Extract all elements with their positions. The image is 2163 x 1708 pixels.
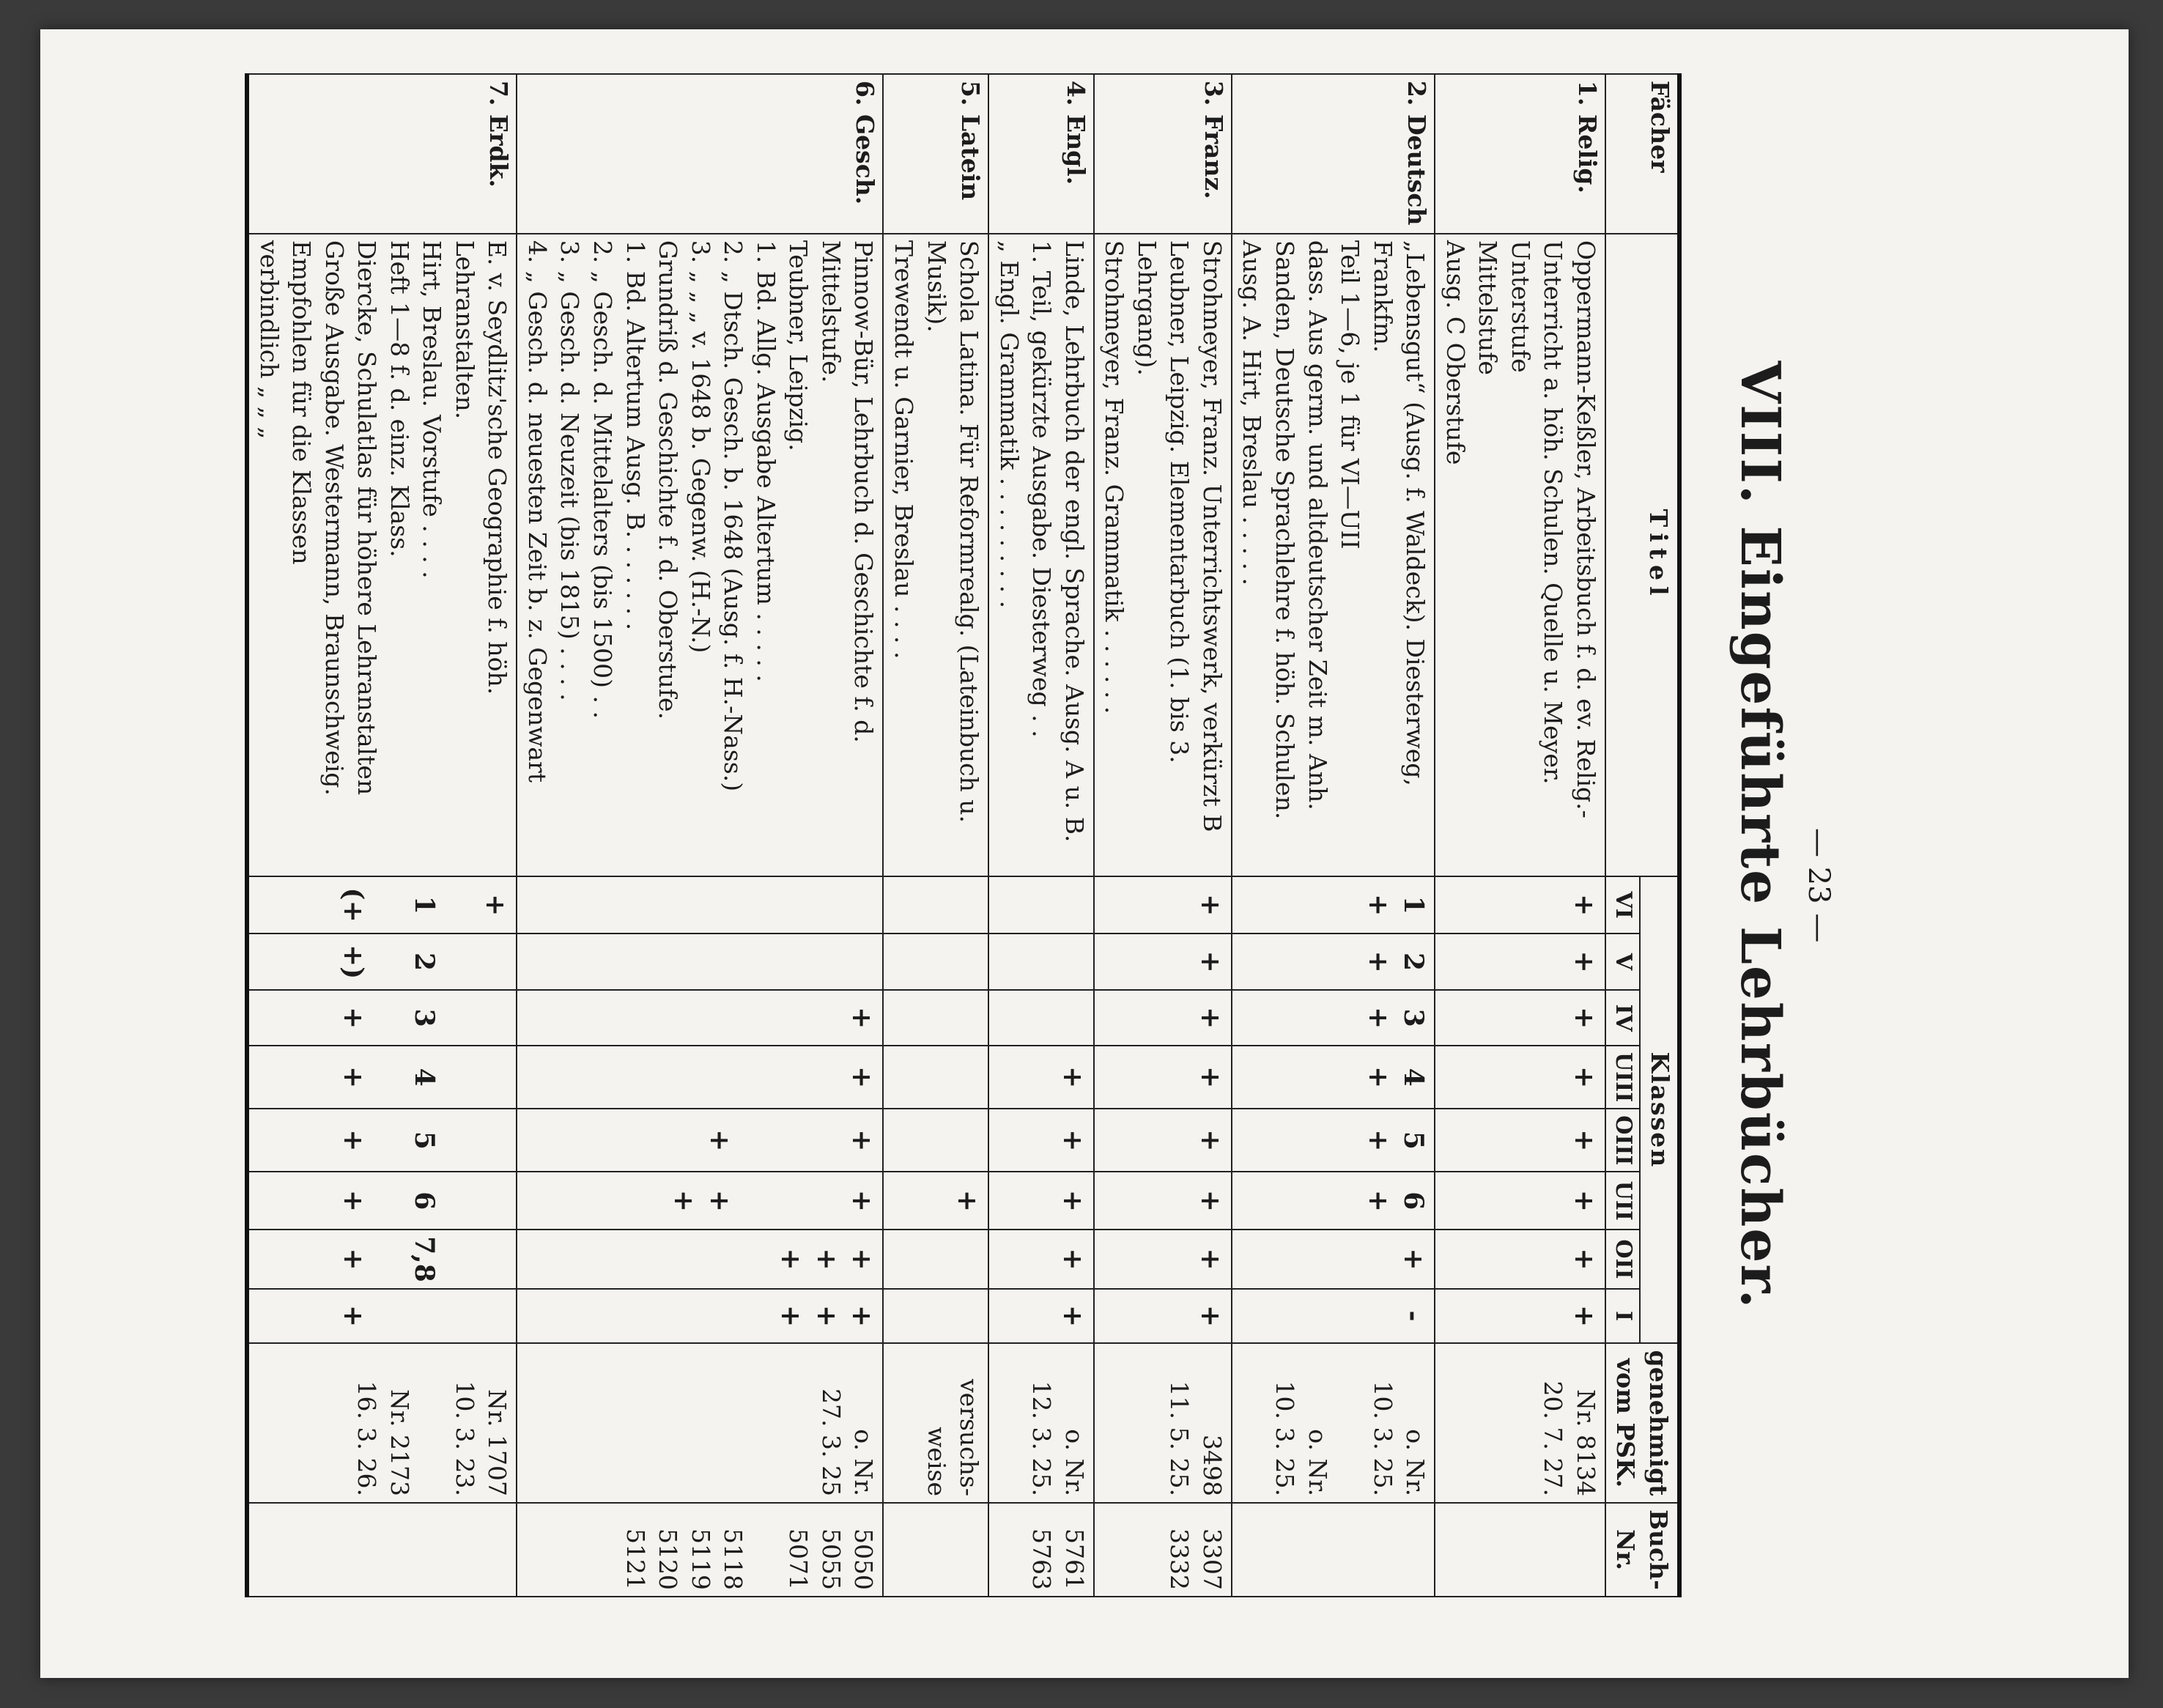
table-row-deutsch xyxy=(1232,74,1435,1597)
genehmigt-cell: o. Nr. 10. 3. 25. o. Nr. 10. 3. 25. xyxy=(1232,1343,1435,1503)
class-cell-iv: + xyxy=(1435,990,1605,1046)
genehmigt-cell: o. Nr. 27. 3. 25 xyxy=(517,1343,883,1503)
class-cell-i xyxy=(883,1289,988,1343)
subject-cell: 3. Franz. xyxy=(1094,74,1232,234)
class-cell-iv xyxy=(883,990,988,1046)
class-cell-oii xyxy=(883,1230,988,1289)
class-cell-oii: + xyxy=(1094,1230,1232,1289)
header-faecher: Fächer xyxy=(1605,74,1679,234)
class-cell-uii: 6 + xyxy=(1232,1172,1435,1230)
class-cell-vi xyxy=(517,876,883,933)
class-cell-uii: + xyxy=(988,1172,1094,1230)
genehmigt-cell: 3498 11. 5. 25. xyxy=(1094,1343,1232,1503)
subject-cell: 1. Relig. xyxy=(1435,74,1605,234)
class-cell-oiii xyxy=(883,1109,988,1172)
header-class-v: V xyxy=(1605,934,1640,990)
class-cell-vi: + xyxy=(1435,876,1605,933)
page-number: — 23 — xyxy=(1802,828,1835,943)
class-cell-oiii: 5 + xyxy=(1232,1109,1435,1172)
scanned-sheet xyxy=(40,29,2129,1678)
subject-cell: 5. Latein xyxy=(883,74,988,234)
header-class-oii: OII xyxy=(1605,1230,1640,1289)
class-cell-oii: + xyxy=(1232,1230,1435,1289)
title-cell: „Lebensgut“ (Ausg. f. Waldeck). Diesterweg, Frankfm. Teil 1—6, je 1 für VI—UII dass. Aus germ. und altdeutscher Zeit m. Anh. Sanden, Deutsche Sprachlehre f. höh. Schulen. Ausg. A. Hirt, Breslau . . . . . xyxy=(1232,234,1435,877)
class-cell-oii: + xyxy=(988,1230,1094,1289)
class-cell-vi: + xyxy=(1094,876,1232,933)
class-cell-uiii: + xyxy=(517,1046,883,1109)
buch-nr-cell xyxy=(1435,1503,1605,1597)
table-row-franz xyxy=(1094,74,1232,1597)
class-cell-oii: 7,8 + xyxy=(247,1230,517,1289)
title-cell: Strohmeyer, Franz. Unterrichtswerk, verkürzt B Leubner, Leipzig. Elementarbuch (1. bis 3. Lehrgang). Strohmeyer, Franz. Grammatik . . . . . . xyxy=(1094,234,1232,877)
title-cell: Schola Latina. Für Reformrealg. (Lateinbuch u. Musik). Trewendt u. Garnier, Breslau . . . . xyxy=(883,234,988,877)
subject-cell: 6. Gesch. xyxy=(517,74,883,234)
header-class-iv: IV xyxy=(1605,990,1640,1046)
class-cell-vi: 1 + xyxy=(1232,876,1435,933)
header-class-oiii: OIII xyxy=(1605,1109,1640,1172)
class-cell-uii: + + + xyxy=(517,1172,883,1230)
header-titel: Titel xyxy=(1605,234,1679,877)
table-row-gesch xyxy=(517,74,883,1597)
subject-cell: 7. Erdk. xyxy=(247,74,517,234)
title-cell: Pinnow-Bür, Lehrbuch d. Geschichte f. d. Mittelstufe. Teubner, Leipzig. 1. Bd. Allg. Ausgabe Altertum . . . . . 2. „ Dtsch. Gesch. b. 1648 (Ausg. f. H.-Nass.) 3. „ „ „ v. 1648 b. Gegenw. (H.-N.) Grundriß d. Geschichte f. d. Oberstufe. 1. Bd. Altertum Ausg. B. . . . . . . 2. „ Gesch. d. Mittelalters (bis 1500) . . 3. „ Gesch. d. Neuzeit (bis 1815) . . . . 4. „ Gesch. d. neuesten Zeit b. z. Gegenwart xyxy=(517,234,883,877)
subject-cell: 2. Deutsch xyxy=(1232,74,1435,234)
class-cell-uiii: + xyxy=(1094,1046,1232,1109)
class-cell-vi: + 1 (+ xyxy=(247,876,517,933)
page-title: VIII. Eingeführte Lehrbücher. xyxy=(1728,361,1792,1310)
class-cell-oii: + xyxy=(1435,1230,1605,1289)
class-cell-oii: + + + xyxy=(517,1230,883,1289)
table-row-engl xyxy=(988,74,1094,1597)
class-cell-i: + xyxy=(1094,1289,1232,1343)
buch-nr-cell: 3307 3332 xyxy=(1094,1503,1232,1597)
class-cell-iv: + xyxy=(517,990,883,1046)
genehmigt-cell: versuchs- weise xyxy=(883,1343,988,1503)
class-cell-oiii: + + xyxy=(517,1109,883,1172)
class-cell-uii: + xyxy=(883,1172,988,1230)
title-cell: E. v. Seydlitz'sche Geographie f. höh. Lehranstalten. Hirt, Breslau. Vorstufe . . . . Heft 1—8 f. d. einz. Klass. Diercke, Schulatlas für höhere Lehranstalten Große Ausgabe. Westermann, Braunschweig. Empfohlen für die Klassen verbindlich „ „ „ xyxy=(247,234,517,877)
class-cell-uiii: 4 + xyxy=(1232,1046,1435,1109)
class-cell-v: + xyxy=(1435,934,1605,990)
header-row-1 xyxy=(1640,74,1679,1597)
class-cell-uiii: 4 + xyxy=(247,1046,517,1109)
header-buch-nr: Buch-Nr. xyxy=(1605,1503,1679,1597)
class-cell-i: + + + xyxy=(517,1289,883,1343)
header-class-uii: UII xyxy=(1605,1172,1640,1230)
buch-nr-cell: 5761 5763 xyxy=(988,1503,1094,1597)
class-cell-iv: 3 + xyxy=(247,990,517,1046)
buch-nr-cell: 5050 5055 5071 5118 5119 5120 5121 xyxy=(517,1503,883,1597)
class-cell-oiii: + xyxy=(988,1109,1094,1172)
class-cell-oiii: + xyxy=(1435,1109,1605,1172)
buch-nr-cell xyxy=(1232,1503,1435,1597)
class-cell-v: 2 + xyxy=(1232,934,1435,990)
table-row-latein xyxy=(883,74,988,1597)
genehmigt-cell: Nr. 1707 10. 3. 23. Nr. 2173 16. 3. 26. xyxy=(247,1343,517,1503)
class-cell-v xyxy=(988,934,1094,990)
class-cell-i: + xyxy=(247,1289,517,1343)
rotated-page xyxy=(40,29,1857,1641)
header-class-vi: VI xyxy=(1605,876,1640,933)
class-cell-iv: + xyxy=(1094,990,1232,1046)
table-row-relig xyxy=(1435,74,1605,1597)
buch-nr-cell xyxy=(247,1503,517,1597)
class-cell-i: + xyxy=(1435,1289,1605,1343)
class-cell-uiii: + xyxy=(1435,1046,1605,1109)
class-cell-i: - xyxy=(1232,1289,1435,1343)
subject-cell: 4. Engl. xyxy=(988,74,1094,234)
genehmigt-cell: Nr. 8134 20. 7. 27. xyxy=(1435,1343,1605,1503)
textbook-table xyxy=(245,73,1682,1597)
class-cell-i: + xyxy=(988,1289,1094,1343)
class-cell-v xyxy=(517,934,883,990)
class-cell-v: 2 +) xyxy=(247,934,517,990)
header-genehmigt: genehmigt vom PSK. xyxy=(1605,1343,1679,1503)
table-row-erdk xyxy=(247,74,517,1597)
class-cell-vi xyxy=(988,876,1094,933)
header-class-uiii: UIII xyxy=(1605,1046,1640,1109)
header-class-i: I xyxy=(1605,1289,1640,1343)
class-cell-v xyxy=(883,934,988,990)
class-cell-iv: 3 + xyxy=(1232,990,1435,1046)
class-cell-uii: 6 + xyxy=(247,1172,517,1230)
class-cell-uii: + xyxy=(1435,1172,1605,1230)
title-cell: Oppermann-Keßler, Arbeitsbuch f. d. ev. Relig.-Unterricht a. höh. Schulen. Quelle u. Meyer. Unterstufe Mittelstufe Ausg. C Oberstufe xyxy=(1435,234,1605,877)
class-cell-v: + xyxy=(1094,934,1232,990)
class-cell-uiii: + xyxy=(988,1046,1094,1109)
genehmigt-cell: o. Nr. 12. 3. 25. xyxy=(988,1343,1094,1503)
class-cell-iv xyxy=(988,990,1094,1046)
class-cell-vi xyxy=(883,876,988,933)
class-cell-uii: + xyxy=(1094,1172,1232,1230)
title-cell: Linde, Lehrbuch der engl. Sprache. Ausg. A u. B. 1. Teil, gekürzte Ausgabe. Diesterweg . . „ Engl. Grammatik . . . . . . . . . xyxy=(988,234,1094,877)
buch-nr-cell xyxy=(883,1503,988,1597)
class-cell-oiii: + xyxy=(1094,1109,1232,1172)
class-cell-oiii: 5 + xyxy=(247,1109,517,1172)
header-klassen: Klassen xyxy=(1640,876,1679,1343)
class-cell-uiii xyxy=(883,1046,988,1109)
